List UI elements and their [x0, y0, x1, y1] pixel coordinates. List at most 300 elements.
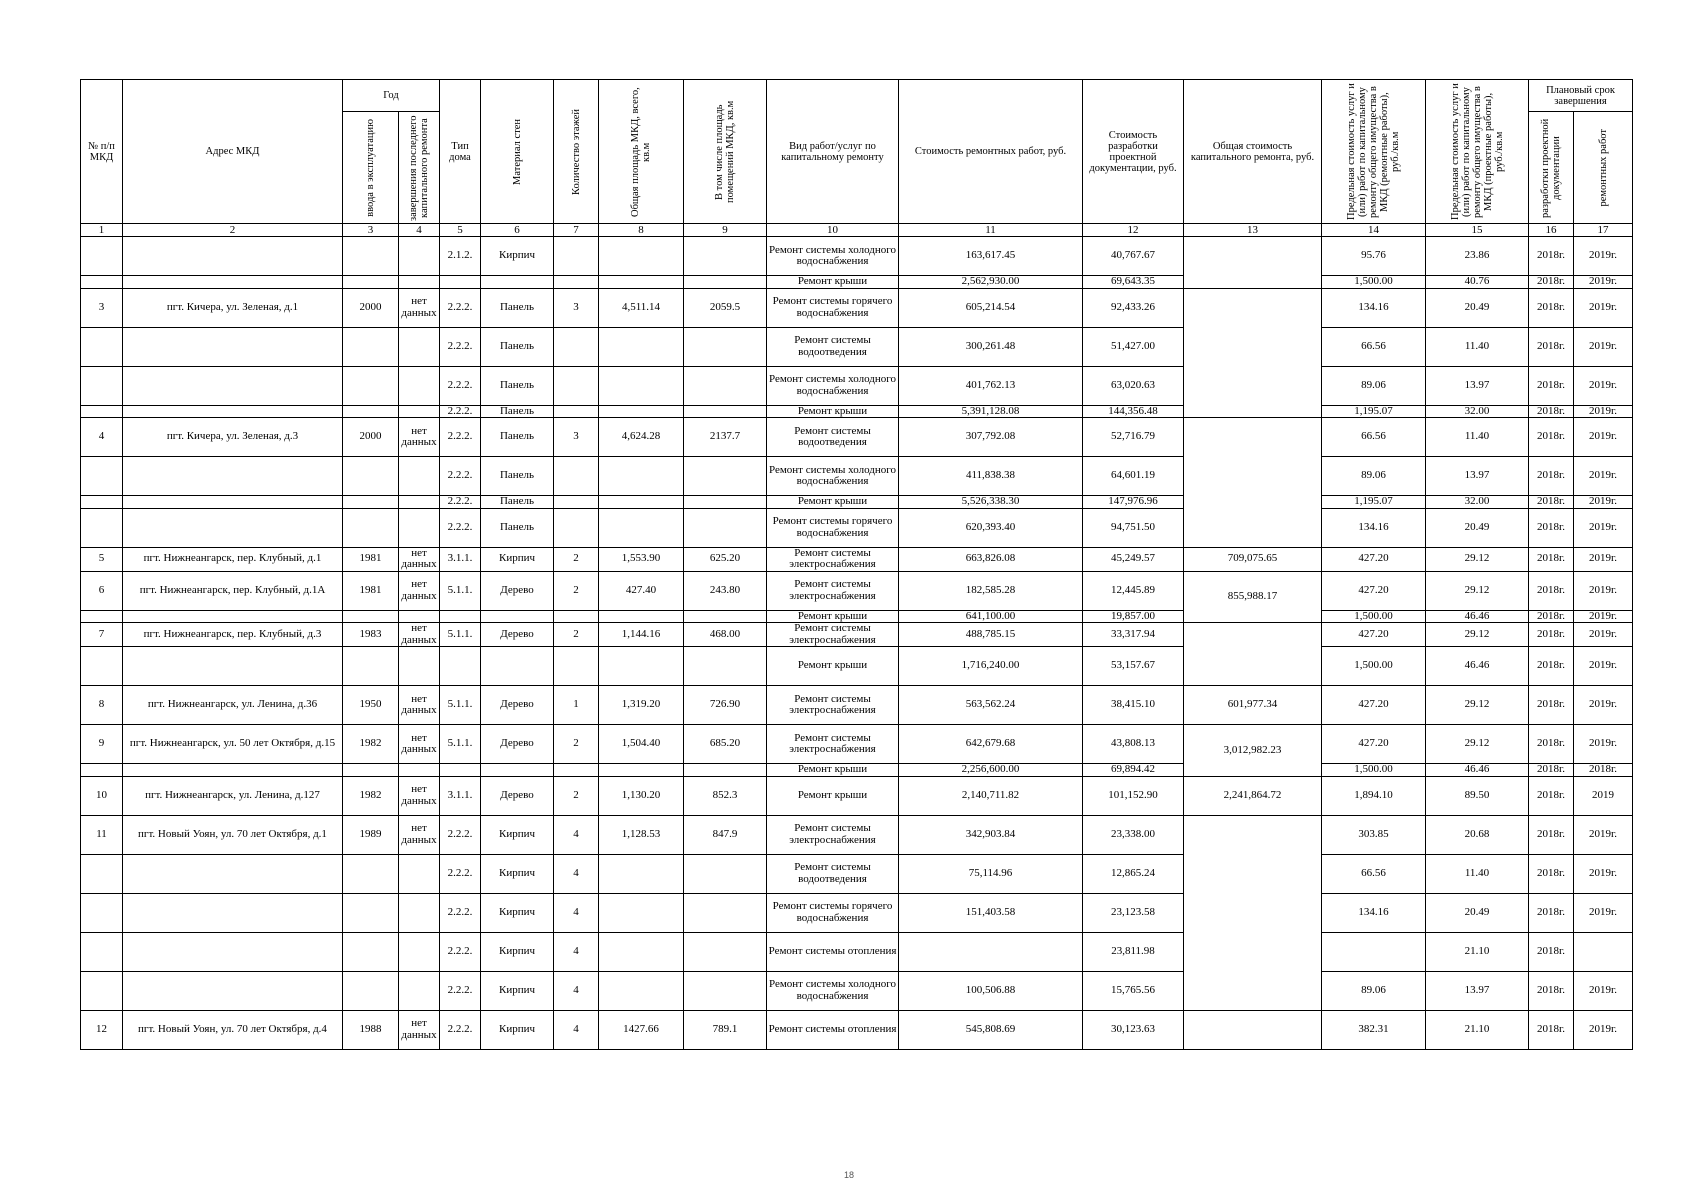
cell-limit-design: 46.46	[1426, 647, 1529, 686]
cell-address: пгт. Нижнеангарск, ул. Ленина, д.127	[123, 776, 343, 815]
cell-number	[81, 854, 123, 893]
cell-house-type: 2.2.2.	[440, 932, 481, 971]
cell-address: пгт. Нижнеангарск, пер. Клубный, д.3	[123, 623, 343, 647]
cell-house-type	[440, 647, 481, 686]
document-sheet	[80, 79, 1632, 1050]
cell-last-repair: нет данных	[399, 776, 440, 815]
cell-total-cost	[1184, 623, 1322, 686]
cell-repair-cost: 151,403.58	[899, 893, 1083, 932]
cell-limit-design: 11.40	[1426, 854, 1529, 893]
cell-house-type: 2.2.2.	[440, 457, 481, 496]
cell-limit-repair: 1,195.07	[1322, 496, 1426, 509]
cell-limit-repair: 89.06	[1322, 971, 1426, 1010]
cell-design-deadline: 2018г.	[1529, 327, 1574, 366]
cell-premises-area: 847.9	[684, 815, 767, 854]
cell-commission-year	[343, 327, 399, 366]
cell-total-cost: 2,241,864.72	[1184, 776, 1322, 815]
column-number: 15	[1426, 224, 1529, 237]
cell-floors: 4	[554, 971, 599, 1010]
cell-wall-material: Кирпич	[481, 971, 554, 1010]
cell-house-type: 2.2.2.	[440, 854, 481, 893]
header-work-type: Вид работ/услуг по капитальному ремонту	[767, 80, 899, 224]
cell-repair-cost: 100,506.88	[899, 971, 1083, 1010]
cell-limit-design: 20.68	[1426, 815, 1529, 854]
cell-last-repair	[399, 496, 440, 509]
cell-limit-design: 20.49	[1426, 508, 1529, 547]
cell-repair-cost: 2,140,711.82	[899, 776, 1083, 815]
cell-commission-year	[343, 610, 399, 623]
cell-work-type: Ремонт системы водоотведения	[767, 327, 899, 366]
cell-floors: 4	[554, 893, 599, 932]
cell-total-area	[599, 647, 684, 686]
cell-design-deadline: 2018г.	[1529, 366, 1574, 405]
cell-design-deadline: 2018г.	[1529, 276, 1574, 289]
cell-address: пгт. Нижнеангарск, ул. Ленина, д.36	[123, 686, 343, 725]
cell-wall-material: Панель	[481, 457, 554, 496]
cell-design-cost: 30,123.63	[1083, 1010, 1184, 1049]
column-number: 17	[1574, 224, 1633, 237]
column-number: 7	[554, 224, 599, 237]
table-row	[81, 686, 1633, 725]
cell-limit-design: 13.97	[1426, 457, 1529, 496]
cell-premises-area: 2137.7	[684, 418, 767, 457]
cell-work-type: Ремонт системы холодного водоснабжения	[767, 457, 899, 496]
cell-last-repair	[399, 457, 440, 496]
cell-design-cost: 51,427.00	[1083, 327, 1184, 366]
cell-premises-area: 2059.5	[684, 288, 767, 327]
cell-number: 10	[81, 776, 123, 815]
cell-wall-material: Дерево	[481, 725, 554, 764]
cell-premises-area: 852.3	[684, 776, 767, 815]
cell-last-repair	[399, 327, 440, 366]
cell-floors	[554, 764, 599, 777]
cell-work-type: Ремонт системы горячего водоснабжения	[767, 288, 899, 327]
table-row	[81, 288, 1633, 327]
cell-total-area: 4,511.14	[599, 288, 684, 327]
cell-address	[123, 366, 343, 405]
cell-number	[81, 327, 123, 366]
header-limit-repair: Предельная стоимость услуг и (или) работ по капитальному ремонту общего имущества в МКД (ремонтные работы), руб./кв.м	[1322, 80, 1426, 224]
header-total-area: Общая площадь МКД, всего, кв.м	[599, 80, 684, 224]
table-row	[81, 623, 1633, 647]
cell-premises-area	[684, 366, 767, 405]
cell-address	[123, 647, 343, 686]
cell-repair-cost: 182,585.28	[899, 571, 1083, 610]
cell-limit-design: 89.50	[1426, 776, 1529, 815]
cell-house-type: 5.1.1.	[440, 686, 481, 725]
cell-repair-cost: 411,838.38	[899, 457, 1083, 496]
cell-address: пгт. Новый Уоян, ул. 70 лет Октября, д.1	[123, 815, 343, 854]
cell-premises-area: 243.80	[684, 571, 767, 610]
cell-house-type: 2.2.2.	[440, 1010, 481, 1049]
cell-repair-cost: 1,716,240.00	[899, 647, 1083, 686]
table-row	[81, 366, 1633, 405]
cell-house-type: 5.1.1.	[440, 623, 481, 647]
cell-number: 9	[81, 725, 123, 764]
cell-premises-area	[684, 237, 767, 276]
cell-number	[81, 610, 123, 623]
cell-work-type: Ремонт системы горячего водоснабжения	[767, 508, 899, 547]
header-house-type: Тип дома	[440, 80, 481, 224]
column-number: 6	[481, 224, 554, 237]
cell-design-cost: 63,020.63	[1083, 366, 1184, 405]
cell-work-type: Ремонт системы горячего водоснабжения	[767, 893, 899, 932]
cell-work-type: Ремонт системы водоотведения	[767, 854, 899, 893]
cell-limit-design: 20.49	[1426, 893, 1529, 932]
cell-total-area: 1427.66	[599, 1010, 684, 1049]
cell-repair-cost	[899, 932, 1083, 971]
cell-premises-area	[684, 508, 767, 547]
cell-limit-repair: 1,195.07	[1322, 405, 1426, 418]
column-number: 5	[440, 224, 481, 237]
cell-total-cost: 855,988.17	[1184, 571, 1322, 623]
cell-commission-year	[343, 893, 399, 932]
cell-limit-repair: 66.56	[1322, 418, 1426, 457]
cell-commission-year: 1981	[343, 571, 399, 610]
cell-design-cost: 94,751.50	[1083, 508, 1184, 547]
cell-floors: 2	[554, 776, 599, 815]
cell-house-type: 2.2.2.	[440, 405, 481, 418]
cell-design-deadline: 2018г.	[1529, 457, 1574, 496]
cell-commission-year	[343, 405, 399, 418]
cell-house-type: 5.1.1.	[440, 571, 481, 610]
cell-design-cost: 23,811.98	[1083, 932, 1184, 971]
column-number: 12	[1083, 224, 1184, 237]
cell-design-cost: 53,157.67	[1083, 647, 1184, 686]
cell-design-deadline: 2018г.	[1529, 854, 1574, 893]
cell-number	[81, 276, 123, 289]
cell-limit-repair: 1,500.00	[1322, 764, 1426, 777]
cell-floors: 2	[554, 571, 599, 610]
cell-total-area	[599, 971, 684, 1010]
cell-total-area	[599, 276, 684, 289]
cell-total-area	[599, 405, 684, 418]
cell-floors: 4	[554, 932, 599, 971]
header-year: Год	[343, 80, 440, 112]
cell-number: 3	[81, 288, 123, 327]
cell-last-repair	[399, 276, 440, 289]
cell-total-area: 4,624.28	[599, 418, 684, 457]
cell-limit-design: 29.12	[1426, 547, 1529, 571]
cell-repair-deadline: 2019г.	[1574, 276, 1633, 289]
cell-house-type: 2.2.2.	[440, 508, 481, 547]
cell-address	[123, 457, 343, 496]
cell-premises-area	[684, 327, 767, 366]
cell-wall-material	[481, 764, 554, 777]
cell-commission-year: 1988	[343, 1010, 399, 1049]
cell-design-deadline: 2018г.	[1529, 764, 1574, 777]
cell-design-deadline: 2018г.	[1529, 1010, 1574, 1049]
cell-address	[123, 508, 343, 547]
table-row	[81, 327, 1633, 366]
cell-total-area	[599, 508, 684, 547]
cell-repair-deadline: 2019г.	[1574, 237, 1633, 276]
cell-design-deadline: 2018г.	[1529, 288, 1574, 327]
cell-work-type: Ремонт крыши	[767, 776, 899, 815]
header-total-cost: Общая стоимость капитального ремонта, руб.	[1184, 80, 1322, 224]
cell-repair-cost: 307,792.08	[899, 418, 1083, 457]
cell-design-cost: 23,123.58	[1083, 893, 1184, 932]
cell-work-type: Ремонт крыши	[767, 764, 899, 777]
cell-repair-cost: 300,261.48	[899, 327, 1083, 366]
cell-total-cost	[1184, 815, 1322, 1010]
cell-limit-repair: 89.06	[1322, 366, 1426, 405]
cell-work-type: Ремонт системы электроснабжения	[767, 686, 899, 725]
cell-number: 12	[81, 1010, 123, 1049]
table-row	[81, 610, 1633, 623]
cell-commission-year	[343, 366, 399, 405]
cell-number	[81, 764, 123, 777]
cell-work-type: Ремонт крыши	[767, 610, 899, 623]
header-limit-design: Предельная стоимость услуг и (или) работ по капитальному ремонту общего имущества в МКД (проектные работы), руб./кв.м	[1426, 80, 1529, 224]
column-number: 1	[81, 224, 123, 237]
cell-number: 6	[81, 571, 123, 610]
table-row	[81, 647, 1633, 686]
cell-limit-repair	[1322, 932, 1426, 971]
cell-premises-area	[684, 854, 767, 893]
cell-premises-area	[684, 932, 767, 971]
cell-design-cost: 38,415.10	[1083, 686, 1184, 725]
cell-address	[123, 764, 343, 777]
cell-house-type: 2.2.2.	[440, 327, 481, 366]
cell-floors	[554, 327, 599, 366]
cell-last-repair: нет данных	[399, 725, 440, 764]
cell-repair-deadline: 2019г.	[1574, 418, 1633, 457]
cell-premises-area	[684, 405, 767, 418]
table-row	[81, 237, 1633, 276]
cell-number: 8	[81, 686, 123, 725]
cell-commission-year: 1982	[343, 776, 399, 815]
cell-design-deadline: 2018г.	[1529, 725, 1574, 764]
cell-last-repair	[399, 932, 440, 971]
table-row	[81, 457, 1633, 496]
cell-repair-cost: 75,114.96	[899, 854, 1083, 893]
cell-commission-year	[343, 496, 399, 509]
cell-design-cost: 12,445.89	[1083, 571, 1184, 610]
cell-repair-cost: 2,562,930.00	[899, 276, 1083, 289]
column-number: 10	[767, 224, 899, 237]
cell-floors: 4	[554, 815, 599, 854]
cell-design-cost: 23,338.00	[1083, 815, 1184, 854]
cell-repair-cost: 563,562.24	[899, 686, 1083, 725]
cell-total-cost	[1184, 288, 1322, 418]
cell-commission-year: 2000	[343, 418, 399, 457]
cell-wall-material	[481, 276, 554, 289]
cell-address: пгт. Нижнеангарск, пер. Клубный, д.1А	[123, 571, 343, 610]
cell-last-repair: нет данных	[399, 623, 440, 647]
cell-design-cost: 33,317.94	[1083, 623, 1184, 647]
cell-premises-area	[684, 496, 767, 509]
table-row	[81, 405, 1633, 418]
cell-design-cost: 92,433.26	[1083, 288, 1184, 327]
column-number: 13	[1184, 224, 1322, 237]
column-number: 4	[399, 224, 440, 237]
cell-last-repair: нет данных	[399, 686, 440, 725]
cell-repair-deadline: 2019г.	[1574, 725, 1633, 764]
cell-work-type: Ремонт крыши	[767, 496, 899, 509]
cell-floors	[554, 508, 599, 547]
table-row	[81, 725, 1633, 764]
cell-number: 11	[81, 815, 123, 854]
table-row	[81, 893, 1633, 932]
cell-design-deadline: 2018г.	[1529, 547, 1574, 571]
cell-last-repair: нет данных	[399, 288, 440, 327]
page-number: 18	[843, 1170, 854, 1180]
cell-house-type: 2.2.2.	[440, 893, 481, 932]
cell-floors	[554, 366, 599, 405]
cell-limit-design: 40.76	[1426, 276, 1529, 289]
cell-commission-year	[343, 647, 399, 686]
cell-house-type	[440, 610, 481, 623]
cell-wall-material: Дерево	[481, 623, 554, 647]
cell-last-repair	[399, 971, 440, 1010]
cell-design-deadline: 2018г.	[1529, 237, 1574, 276]
cell-number	[81, 647, 123, 686]
cell-design-cost: 69,643.35	[1083, 276, 1184, 289]
cell-house-type: 2.2.2.	[440, 418, 481, 457]
cell-repair-cost: 5,391,128.08	[899, 405, 1083, 418]
table-body	[81, 237, 1633, 1050]
header-address: Адрес МКД	[123, 80, 343, 224]
cell-repair-cost: 641,100.00	[899, 610, 1083, 623]
cell-total-area	[599, 366, 684, 405]
cell-house-type: 3.1.1.	[440, 776, 481, 815]
cell-limit-repair: 1,500.00	[1322, 610, 1426, 623]
cell-premises-area	[684, 764, 767, 777]
cell-floors	[554, 237, 599, 276]
cell-commission-year: 1983	[343, 623, 399, 647]
cell-wall-material: Кирпич	[481, 815, 554, 854]
table-row	[81, 547, 1633, 571]
cell-work-type: Ремонт системы электроснабжения	[767, 725, 899, 764]
cell-premises-area	[684, 971, 767, 1010]
cell-address	[123, 276, 343, 289]
cell-address	[123, 971, 343, 1010]
cell-number	[81, 457, 123, 496]
cell-total-area: 1,144.16	[599, 623, 684, 647]
cell-total-cost	[1184, 418, 1322, 548]
cell-work-type: Ремонт крыши	[767, 405, 899, 418]
cell-address	[123, 893, 343, 932]
cell-total-area	[599, 764, 684, 777]
cell-repair-deadline: 2019г.	[1574, 547, 1633, 571]
cell-repair-cost: 401,762.13	[899, 366, 1083, 405]
cell-house-type	[440, 276, 481, 289]
header-design-cost: Стоимость разработки проектной документации, руб.	[1083, 80, 1184, 224]
cell-last-repair: нет данных	[399, 547, 440, 571]
cell-commission-year: 1982	[343, 725, 399, 764]
cell-last-repair	[399, 237, 440, 276]
cell-repair-deadline: 2019г.	[1574, 1010, 1633, 1049]
cell-repair-cost: 620,393.40	[899, 508, 1083, 547]
cell-premises-area	[684, 457, 767, 496]
cell-design-cost: 15,765.56	[1083, 971, 1184, 1010]
cell-floors: 4	[554, 854, 599, 893]
cell-number	[81, 366, 123, 405]
cell-limit-repair: 427.20	[1322, 547, 1426, 571]
cell-design-deadline: 2018г.	[1529, 496, 1574, 509]
header-design-deadline: разработки проектной документации	[1529, 112, 1574, 224]
cell-work-type: Ремонт системы электроснабжения	[767, 623, 899, 647]
cell-limit-repair: 1,894.10	[1322, 776, 1426, 815]
cell-work-type: Ремонт системы электроснабжения	[767, 571, 899, 610]
cell-work-type: Ремонт системы отопления	[767, 932, 899, 971]
cell-work-type: Ремонт крыши	[767, 276, 899, 289]
cell-limit-repair: 134.16	[1322, 288, 1426, 327]
cell-design-cost: 45,249.57	[1083, 547, 1184, 571]
cell-number	[81, 405, 123, 418]
cell-wall-material: Кирпич	[481, 1010, 554, 1049]
cell-address	[123, 327, 343, 366]
cell-address: пгт. Нижнеангарск, пер. Клубный, д.1	[123, 547, 343, 571]
cell-total-area	[599, 610, 684, 623]
cell-repair-deadline: 2019г.	[1574, 647, 1633, 686]
column-number: 9	[684, 224, 767, 237]
cell-repair-deadline: 2019г.	[1574, 971, 1633, 1010]
cell-limit-repair: 66.56	[1322, 327, 1426, 366]
cell-work-type: Ремонт крыши	[767, 647, 899, 686]
cell-commission-year: 1981	[343, 547, 399, 571]
cell-floors	[554, 405, 599, 418]
cell-limit-design: 13.97	[1426, 366, 1529, 405]
cell-design-deadline: 2018г.	[1529, 610, 1574, 623]
cell-design-cost: 147,976.96	[1083, 496, 1184, 509]
table-row	[81, 776, 1633, 815]
cell-commission-year: 2000	[343, 288, 399, 327]
cell-address: пгт. Нижнеангарск, ул. 50 лет Октября, д.15	[123, 725, 343, 764]
cell-limit-design: 21.10	[1426, 932, 1529, 971]
capital-repair-table	[80, 79, 1633, 1050]
cell-house-type: 5.1.1.	[440, 725, 481, 764]
cell-design-deadline: 2018г.	[1529, 647, 1574, 686]
cell-premises-area: 685.20	[684, 725, 767, 764]
cell-repair-deadline: 2019г.	[1574, 288, 1633, 327]
cell-total-area	[599, 457, 684, 496]
cell-total-area	[599, 496, 684, 509]
cell-last-repair: нет данных	[399, 571, 440, 610]
cell-repair-deadline: 2019г.	[1574, 366, 1633, 405]
cell-work-type: Ремонт системы электроснабжения	[767, 547, 899, 571]
cell-last-repair	[399, 854, 440, 893]
cell-design-deadline: 2018г.	[1529, 815, 1574, 854]
cell-design-cost: 12,865.24	[1083, 854, 1184, 893]
cell-floors	[554, 496, 599, 509]
column-number: 11	[899, 224, 1083, 237]
cell-total-cost: 709,075.65	[1184, 547, 1322, 571]
cell-commission-year	[343, 457, 399, 496]
cell-wall-material: Панель	[481, 288, 554, 327]
cell-total-cost: 3,012,982.23	[1184, 725, 1322, 777]
cell-floors: 2	[554, 547, 599, 571]
cell-premises-area: 625.20	[684, 547, 767, 571]
cell-total-area: 427.40	[599, 571, 684, 610]
cell-floors	[554, 457, 599, 496]
cell-repair-deadline: 2019г.	[1574, 496, 1633, 509]
table-row	[81, 764, 1633, 777]
cell-design-deadline: 2018г.	[1529, 623, 1574, 647]
cell-wall-material	[481, 647, 554, 686]
cell-work-type: Ремонт системы отопления	[767, 1010, 899, 1049]
cell-total-area	[599, 327, 684, 366]
cell-premises-area	[684, 893, 767, 932]
cell-total-cost: 601,977.34	[1184, 686, 1322, 725]
cell-limit-design: 29.12	[1426, 571, 1529, 610]
table-row	[81, 854, 1633, 893]
cell-number	[81, 893, 123, 932]
cell-design-deadline: 2018г.	[1529, 686, 1574, 725]
cell-total-area	[599, 854, 684, 893]
cell-repair-deadline: 2019г.	[1574, 623, 1633, 647]
